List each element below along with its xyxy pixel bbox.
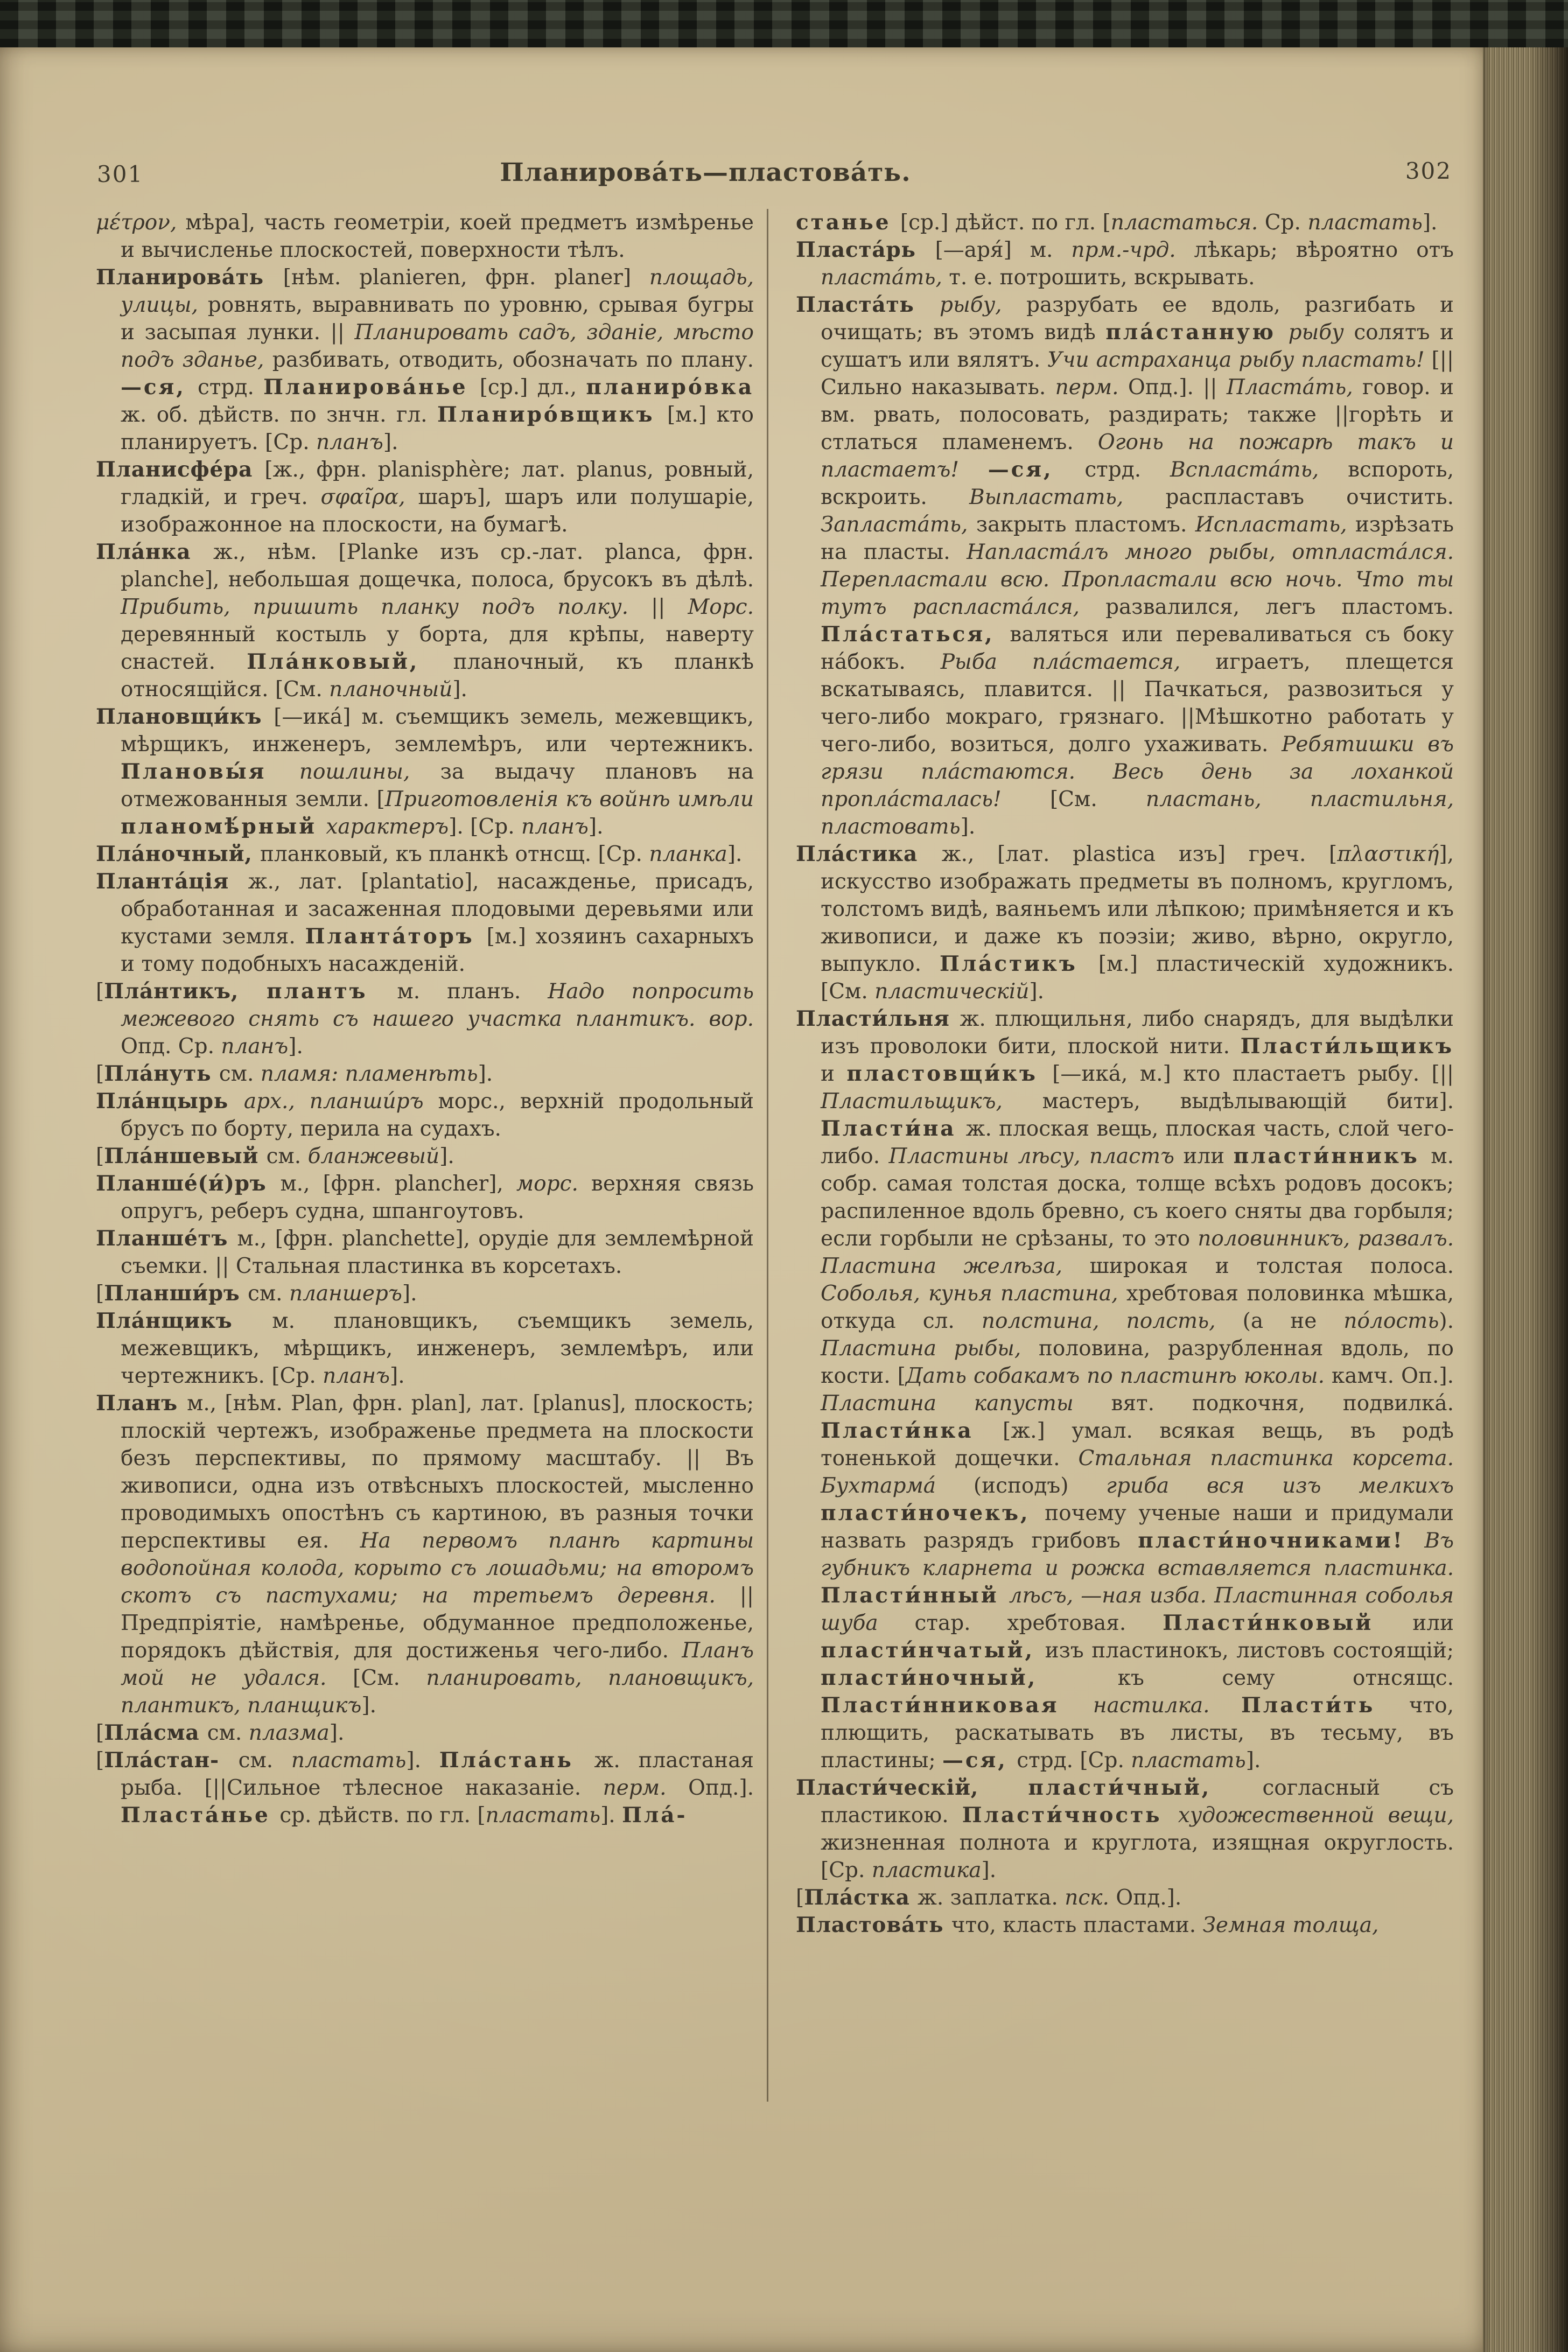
dictionary-entry: Пласти́льня ж. плющильня, либо снарядъ, для выдѣлки изъ проволоки бити, плоской нити. Пласти́льщикъ и пластовщи́къ [—ика́, м.] кто пластаетъ рыбу. [||Пластильщикъ, мастеръ, выдѣлывающій бити]. Пласти́на ж. плоская вещь, плоская часть, слой чего-либо. Пластины лѣсу, пластъ или пласти́нникъ м. собр. самая толстая доска, толще всѣхъ родовъ досокъ; распиленное вдоль бревно, съ коего сняты два горбыля; если горбыли не срѣзаны, то это половинникъ, развалъ. Пластина желѣза, широкая и толстая полоса. Соболья, кунья пластина, хребтовая половинка мѣшка, откуда сл. полстина, полсть, (а не по́лость). Пластина рыбы, половина, разрубленная вдоль, по кости. [Дать собакамъ по пластинѣ юколы. камч. Оп.]. Пластина капусты вят. подкочня, подвилка́. Пласти́нка [ж.] умал. всякая вещь, въ родѣ тоненькой дощечки. Стальная пластинка корсета. Бухтарма́ (исподъ) гриба вся изъ мелкихъ пласти́ночекъ, почему ученые наши и придумали назвать разрядъ грибовъ пласти́ночниками! Въ губникъ кларнета и рожка вставляется пластинка. Пласти́нный лѣсъ, —ная изба. Пластинная соболья шуба стар. хребтовая. Пласти́нковый или пласти́нчатый, изъ пластинокъ, листовъ состоящій; пласти́ночный, къ сему отнсящс. Пласти́нниковая настилка. Пласти́ть что, плющить, раскатывать въ листы, въ тесьму, въ пластины; —ся, стрд. [Ср. пластать]. bbox=[796, 1006, 1454, 1773]
dictionary-entry: Пла́нка ж., нѣм. [Planke изъ ср.-лат. planca, фрн. planche], небольшая дощечка, полоса, брусокъ въ дѣлѣ. Прибить, пришить планку подъ полку. || Морс. деревянный костыль у борта, для крѣпы, наверту снастей. Пла́нковый, планочный, къ планкѣ относящійся. [См. планочный]. bbox=[96, 540, 754, 702]
dictionary-entry: [Пла́ншевый см. бланжевый]. bbox=[96, 1144, 454, 1168]
dictionary-entry: μέτρον, мѣра], часть геометріи, коей предметъ измѣренье и вычисленье плоскостей, поверхности тѣлъ. bbox=[96, 211, 754, 262]
dictionary-entry: Планше́(и́)ръ м., [фрн. plancher], морс. верхняя связь опругъ, реберъ судна, шпангоутовъ. bbox=[96, 1171, 754, 1223]
dictionary-entry: [Планши́ръ см. планшеръ]. bbox=[96, 1281, 417, 1306]
book-fore-edge bbox=[1483, 47, 1568, 2352]
dictionary-entry: Пла́нщикъ м. плановщикъ, съемщикъ земель, межевщикъ, мѣрщикъ, инженеръ, землемѣръ, или чертежникъ. [Ср. планъ]. bbox=[96, 1308, 754, 1388]
page-number-right: 302 bbox=[1405, 158, 1452, 184]
dictionary-entry: Плановщи́къ [—ика́] м. съемщикъ земель, межевщикъ, мѣрщикъ, инженеръ, землемѣръ, или чертежникъ. Плановы́я пошлины, за выдачу плановъ на отмежованныя земли. [Приготовленія къ войнѣ имѣли планомѣ́рный характеръ]. [Ср. планъ]. bbox=[96, 704, 754, 839]
dictionary-entry: Пла́нцырь арх., планши́ръ морс., верхній продольный брусъ по борту, перила на судахъ. bbox=[96, 1089, 754, 1141]
dictionary-entry: [Пла́стка ж. заплатка. пск. Опд.]. bbox=[796, 1885, 1182, 1910]
page-header bbox=[97, 158, 1454, 195]
dictionary-entry: Планта́ція ж., лат. [plantatio], насажденье, присадъ, обработанная и засаженная плодовыми деревьями или кустами земля. Планта́торъ [м.] хозяинъ сахарныхъ и тому подобныхъ насажденій. bbox=[96, 869, 754, 976]
cloth-background-top bbox=[0, 0, 1568, 51]
running-header: Планирова́ть—пластова́ть. bbox=[500, 158, 911, 187]
dictionary-entry: Планше́тъ м., [фрн. planchette], орудіе для землемѣрной съемки. || Стальная пластинка въ корсетахъ. bbox=[96, 1226, 754, 1278]
dictionary-entry: Пла́стика ж., [лат. plastica изъ] греч. [πλαστική], искусство изображать предметы въ полномъ, кругломъ, толстомъ видѣ, ваяньемъ или лѣпкою; примѣняется и къ живописи, и даже къ поэзіи; живо, вѣрно, округло, выпукло. Пла́стикъ [м.] пластическій художникъ. [См. пластическій]. bbox=[796, 842, 1454, 1004]
dictionary-entry: Планирова́ть [нѣм. planieren, фрн. planer] площадь, улицы, ровнять, выравнивать по уровню, срывая бугры и засыпая лунки. || Планировать садъ, зданіе, мѣсто подъ зданье, разбивать, отводить, обозначать по плану. —ся, стрд. Планирова́нье [ср.] дл., планиро́вка ж. об. дѣйств. по знчн. гл. Планиро́вщикъ [м.] кто планируетъ. [Ср. планъ]. bbox=[96, 265, 754, 454]
page-number-left: 301 bbox=[97, 161, 144, 187]
dictionary-entry: [Пла́нуть см. пламя: пламенѣть]. bbox=[96, 1061, 493, 1086]
dictionary-entry: Пласта́рь [—аря́] м. прм.-чрд. лѣкарь; вѣроятно отъ пласта́ть, т. е. потрошить, вскрывать. bbox=[796, 237, 1454, 290]
dictionary-entry: Пласта́ть рыбу, разрубать ее вдоль, разгибать и очищать; въ этомъ видѣ пла́станную рыбу солятъ и сушатъ или вялятъ. Учи астраханца рыбу пластать! [||Сильно наказывать. перм. Опд.]. || Пласта́ть, говор. и вм. рвать, полосовать, раздирать; также ||горѣть и стлаться пламенемъ. Огонь на пожарѣ такъ и пластаетъ! —ся, стрд. Вспласта́ть, вспороть, вскроить. Выпластать, распластавъ очистить. Запласта́ть, закрыть пластомъ. Испластать, изрѣзать на пласты. Напласта́лъ много рыбы, отпласта́лся. Перепластали всю. Пропластали всю ночь. Что ты тутъ распласта́лся, развалился, легъ пластомъ. Пла́статься, валяться или переваливаться съ боку на́бокъ. Рыба пла́стается, играетъ, плещется вскатываясь, плавится. || Пачкаться, развозиться у чего-либо мокраго, грязнаго. ||Мѣшкотно работать у чего-либо, возиться, долго ухаживать. Ребятишки въ грязи пла́стаются. Весь день за лоханкой пропла́сталась! [См. пластань, пластильня, пластовать]. bbox=[796, 292, 1454, 839]
dictionary-entry: [Пла́нтикъ, плантъ м. планъ. Надо попросить межевого снять съ нашего участка плантикъ. вор. Опд. Ср. планъ]. bbox=[96, 979, 754, 1059]
dictionary-entry: Планисфе́ра [ж., фрн. planisphère; лат. planus, ровный, гладкій, и греч. σφαῖρα, шаръ], шаръ или полушаріе, изображонное на плоскости, на бумагѣ. bbox=[96, 457, 754, 537]
dictionary-entry: станье [ср.] дѣйст. по гл. [пластаться. Ср. пластать]. bbox=[796, 210, 1438, 235]
dictionary-entry: Пла́ночный, планковый, къ планкѣ отнсщ. [Ср. планка]. bbox=[96, 842, 743, 866]
right-column bbox=[796, 209, 1454, 1939]
book-page bbox=[0, 47, 1483, 2352]
dictionary-entry: [Пла́стан- см. пластать]. Пла́стань ж. пластаная рыба. [||Сильное тѣлесное наказаніе. перм. Опд.]. Пласта́нье ср. дѣйств. по гл. [пластать]. Пла́- bbox=[96, 1748, 754, 1828]
text-block bbox=[96, 209, 1454, 1939]
dictionary-entry: Планъ м., [нѣм. Plan, фрн. plan], лат. [planus], плоскость; плоскій чертежъ, изображенье предмета на плоскости безъ перспективы, по прямому масштабу. || Въ живописи, одна изъ отвѣсныхъ плоскостей, мысленно проводимыхъ опостѣнъ съ картиною, въ разныя точки перспективы ея. На первомъ планѣ картины водопойная колода, корыто съ лошадьми; на второмъ скотъ съ пастухами; на третьемъ деревня. || Предпріятіе, намѣренье, обдуманное предположенье, порядокъ дѣйствія, для достиженья чего-либо. Планъ мой не удался. [См. планировать, плановщикъ, плантикъ, планщикъ]. bbox=[96, 1391, 754, 1718]
dictionary-entry: Пласти́ческій, пласти́чный, согласный съ пластикою. Пласти́чность художественной вещи, жизненная полнота и круглота, изящная округлость. [Ср. пластика]. bbox=[796, 1775, 1454, 1882]
dictionary-entry: Пластова́ть что, класть пластами. Земная толща, bbox=[796, 1913, 1379, 1937]
dictionary-entry: [Пла́сма см. плазма]. bbox=[96, 1720, 345, 1745]
left-column bbox=[96, 209, 754, 1939]
